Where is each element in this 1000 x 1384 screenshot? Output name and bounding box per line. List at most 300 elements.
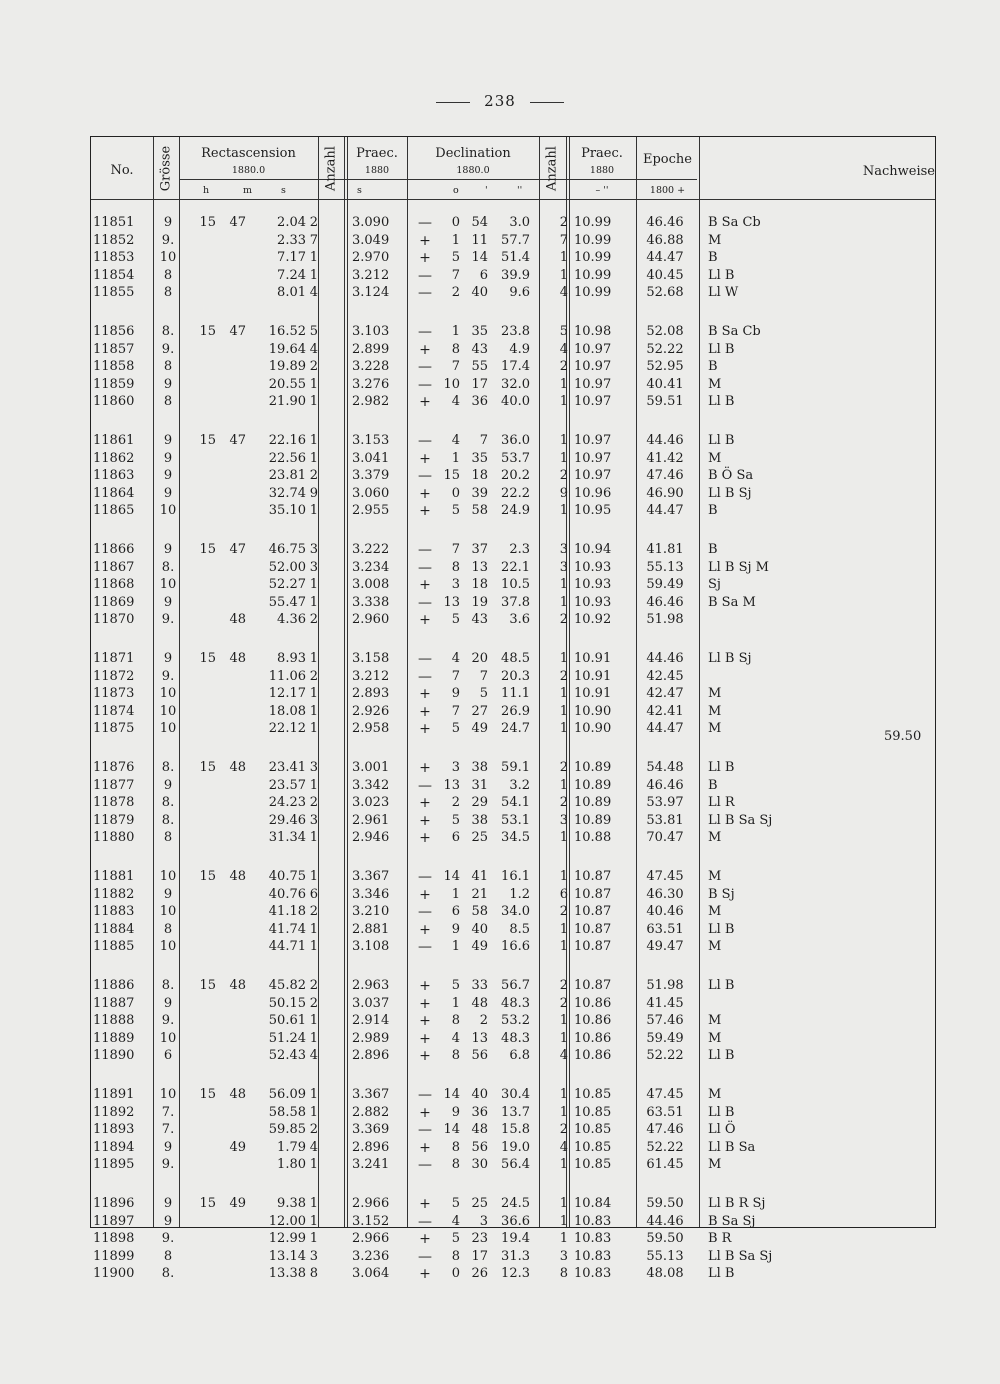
cell-dd: 4	[451, 394, 460, 410]
cell-sign: —	[418, 376, 432, 393]
header-ra-unit-s: s	[281, 185, 286, 196]
cell-sign: +	[419, 1231, 431, 1248]
cell-g: 7.	[161, 1122, 175, 1138]
cell-p1: 3.379	[352, 468, 390, 484]
cell-p1: 2.946	[352, 830, 390, 846]
header-sub-rule	[636, 179, 697, 180]
cell-sign: +	[419, 1266, 431, 1283]
cell-nw: M	[708, 376, 722, 392]
cell-nw: M	[708, 869, 722, 884]
cell-nw: B	[708, 542, 718, 557]
cell-a1: 1	[309, 703, 318, 719]
cell-s: 7.24	[277, 267, 306, 283]
cell-ds: 12.3	[501, 1266, 530, 1282]
cell-g: 9.	[161, 341, 175, 357]
cell-dm: 13	[471, 559, 488, 575]
cell-dm: 25	[471, 830, 488, 846]
cell-g: 9.	[161, 232, 175, 248]
header-decl-unit-deg: o	[453, 185, 459, 196]
cell-dd: 0	[451, 1266, 460, 1282]
cell-a2: 2	[559, 215, 568, 230]
cell-p2: 10.83	[574, 1213, 612, 1229]
cell-ep: 63.51	[646, 921, 684, 937]
cell-dm: 37	[471, 542, 488, 557]
cell-dm: 17	[471, 376, 488, 392]
cell-dd: 1	[451, 995, 460, 1011]
cell-p2: 10.87	[574, 904, 612, 920]
cell-dm: 26	[471, 1266, 488, 1282]
cell-p1: 3.210	[352, 904, 390, 920]
cell-nw: Ll B	[708, 921, 735, 937]
cell-g: 10	[159, 904, 177, 920]
cell-dm: 18	[471, 577, 488, 593]
cell-h: 15	[199, 978, 216, 993]
cell-dm: 36	[471, 1104, 488, 1120]
cell-p2: 10.97	[574, 468, 612, 484]
header-anzahl-2: Anzahl	[544, 146, 560, 191]
cell-no: 11857	[93, 341, 135, 357]
cell-dm: 43	[471, 341, 488, 357]
cell-dd: 5	[451, 612, 460, 628]
cell-ep: 44.46	[646, 433, 684, 448]
cell-h: 15	[199, 1196, 216, 1211]
cell-ds: 11.1	[501, 686, 530, 702]
cell-sign: +	[419, 995, 431, 1012]
cell-no: 11859	[93, 376, 135, 392]
cell-p1: 3.153	[352, 433, 390, 448]
cell-dd: 8	[451, 1248, 460, 1264]
cell-p2: 10.87	[574, 921, 612, 937]
cell-no: 11880	[93, 830, 135, 846]
cell-a2: 3	[559, 812, 568, 828]
cell-no: 11868	[93, 577, 135, 593]
cell-p1: 3.342	[352, 777, 390, 793]
cell-s: 1.79	[277, 1139, 306, 1155]
cell-ds: 10.5	[501, 577, 530, 593]
right-rule	[530, 102, 564, 103]
cell-dm: 55	[471, 359, 488, 375]
cell-ds: 57.7	[501, 232, 530, 248]
cell-a2: 3	[559, 1248, 568, 1264]
cell-p1: 3.049	[352, 232, 390, 248]
cell-ds: 19.0	[501, 1139, 530, 1155]
cell-a2: 2	[559, 359, 568, 375]
cell-p2: 10.91	[574, 686, 612, 702]
cell-m: 48	[229, 1087, 246, 1102]
cell-g: 8	[163, 394, 173, 410]
cell-s: 50.15	[268, 995, 306, 1011]
cell-sign: —	[418, 1087, 432, 1103]
cell-ds: 13.7	[501, 1104, 530, 1120]
cell-dm: 41	[471, 869, 488, 884]
cell-ds: 3.0	[509, 215, 530, 230]
cell-dd: 14	[443, 1122, 460, 1138]
cell-a2: 1	[559, 450, 568, 466]
header-praec-1-unit: s	[357, 185, 362, 196]
cell-ds: 4.9	[509, 341, 530, 357]
cell-sign: +	[419, 1139, 431, 1156]
cell-a2: 4	[559, 285, 568, 301]
cell-a1: 1	[309, 1157, 318, 1173]
cell-ep: 54.48	[646, 760, 684, 775]
cell-ep: 40.46	[646, 904, 684, 920]
cell-p2: 10.92	[574, 612, 612, 628]
cell-dm: 54	[471, 215, 488, 230]
cell-a2: 3	[559, 559, 568, 575]
cell-sign: —	[418, 559, 432, 576]
cell-p1: 3.090	[352, 215, 390, 230]
cell-p1: 2.982	[352, 394, 390, 410]
cell-ep: 40.41	[646, 376, 684, 392]
cell-ep: 49.47	[646, 939, 684, 955]
cell-a1: 1	[309, 830, 318, 846]
header-rule	[91, 199, 935, 200]
cell-dd: 8	[451, 559, 460, 575]
cell-p2: 10.91	[574, 668, 612, 684]
cell-dd: 8	[451, 1139, 460, 1155]
cell-p1: 3.158	[352, 651, 390, 666]
cell-p2: 10.86	[574, 1013, 612, 1029]
cell-dd: 2	[451, 285, 460, 301]
cell-no: 11854	[93, 267, 135, 283]
cell-no: 11878	[93, 795, 135, 811]
cell-p2: 10.90	[574, 703, 612, 719]
cell-g: 10	[159, 577, 177, 593]
cell-p2: 10.85	[574, 1087, 612, 1102]
header-praec-2: Praec.	[581, 146, 623, 161]
cell-dm: 48	[471, 995, 488, 1011]
cell-dm: 43	[471, 612, 488, 628]
cell-no: 11851	[93, 215, 135, 230]
cell-dd: 9	[451, 1104, 460, 1120]
cell-h: 15	[199, 433, 216, 448]
cell-nw: B	[708, 359, 718, 375]
cell-ds: 30.4	[501, 1087, 530, 1102]
header-praec-1-year: 1880	[364, 165, 390, 176]
cell-sign: +	[419, 450, 431, 467]
cell-s: 8.01	[277, 285, 306, 301]
cell-a1: 1	[309, 503, 318, 519]
cell-ds: 26.9	[501, 703, 530, 719]
cell-sign: +	[419, 886, 431, 903]
cell-sign: +	[419, 1013, 431, 1030]
cell-sign: +	[419, 978, 431, 994]
cell-g: 9	[163, 777, 173, 793]
cell-g: 8.	[161, 559, 175, 575]
cell-ds: 48.3	[501, 995, 530, 1011]
cell-ep: 53.97	[646, 795, 684, 811]
cell-nw: M	[708, 686, 722, 702]
cell-ep: 41.45	[646, 995, 684, 1011]
cell-dm: 2	[479, 1013, 488, 1029]
cell-p1: 3.023	[352, 795, 390, 811]
cell-ep: 44.46	[646, 651, 684, 666]
cell-p1: 2.960	[352, 612, 390, 628]
cell-no: 11888	[93, 1013, 135, 1029]
cell-nw: Sj	[708, 577, 721, 593]
cell-sign: +	[419, 394, 431, 411]
cell-p2: 10.85	[574, 1157, 612, 1173]
cell-no: 11887	[93, 995, 135, 1011]
col-rule	[407, 137, 408, 1227]
cell-nw: Ll B	[708, 978, 735, 993]
cell-ds: 36.6	[501, 1213, 530, 1229]
cell-a1: 1	[309, 1213, 318, 1229]
cell-a1: 9	[309, 485, 318, 501]
cell-p1: 2.896	[352, 1139, 390, 1155]
cell-nw: Ll B	[708, 1048, 735, 1064]
cell-dm: 17	[471, 1248, 488, 1264]
col-rule	[539, 137, 540, 1227]
cell-sign: +	[419, 1048, 431, 1065]
cell-p2: 10.93	[574, 577, 612, 593]
cell-dd: 9	[451, 921, 460, 937]
cell-s: 50.61	[268, 1013, 306, 1029]
cell-dd: 0	[451, 485, 460, 501]
header-nachweise: Nachweise	[862, 164, 935, 179]
cell-nw: B Sa Sj	[708, 1213, 756, 1229]
cell-dm: 56	[471, 1048, 488, 1064]
cell-a2: 4	[559, 1139, 568, 1155]
cell-nw: B Sa Cb	[708, 215, 761, 230]
cell-a1: 2	[309, 612, 318, 628]
cell-g: 8	[163, 359, 173, 375]
cell-sign: —	[418, 215, 432, 231]
col-rule	[318, 137, 319, 1227]
cell-dm: 7	[479, 433, 488, 448]
cell-a1: 2	[309, 795, 318, 811]
cell-a2: 1	[559, 869, 568, 884]
cell-ep: 44.46	[646, 1213, 684, 1229]
cell-g: 8	[163, 285, 173, 301]
cell-g: 8	[163, 921, 173, 937]
cell-p2: 10.97	[574, 450, 612, 466]
cell-a2: 2	[559, 668, 568, 684]
cell-s: 55.47	[268, 594, 306, 610]
cell-a1: 1	[309, 869, 318, 884]
cell-no: 11858	[93, 359, 135, 375]
cell-no: 11890	[93, 1048, 135, 1064]
cell-sign: +	[419, 503, 431, 520]
cell-dm: 27	[471, 703, 488, 719]
cell-ep: 47.46	[646, 1122, 684, 1138]
cell-ds: 24.5	[501, 1196, 530, 1211]
cell-no: 11862	[93, 450, 135, 466]
cell-sign: —	[418, 1248, 432, 1265]
cell-g: 10	[159, 686, 177, 702]
cell-no: 11874	[93, 703, 135, 719]
cell-a2: 2	[559, 612, 568, 628]
cell-p2: 10.89	[574, 760, 612, 775]
cell-p2: 10.85	[574, 1139, 612, 1155]
cell-ds: 48.5	[501, 651, 530, 666]
cell-ep: 46.46	[646, 777, 684, 793]
cell-dd: 5	[451, 721, 460, 737]
cell-p2: 10.93	[574, 559, 612, 575]
cell-m: 48	[229, 978, 246, 993]
cell-g: 6	[163, 1048, 173, 1064]
cell-ep: 59.50	[646, 1196, 684, 1211]
cell-dm: 48	[471, 1122, 488, 1138]
cell-sign: +	[419, 721, 431, 738]
cell-a1: 4	[309, 1139, 318, 1155]
cell-sign: —	[418, 904, 432, 921]
cell-a1: 1	[309, 1087, 318, 1102]
cell-ep: 46.46	[646, 594, 684, 610]
header-decl: Declination	[435, 146, 511, 161]
cell-nw: Ll W	[708, 285, 739, 301]
cell-dd: 8	[451, 1048, 460, 1064]
cell-p1: 3.222	[352, 542, 390, 557]
cell-no: 11891	[93, 1087, 135, 1102]
col-rule	[636, 137, 637, 1227]
cell-g: 9.	[161, 668, 175, 684]
cell-h: 15	[199, 542, 216, 557]
cell-g: 9.	[161, 612, 175, 628]
cell-s: 41.74	[268, 921, 306, 937]
cell-a2: 1	[559, 651, 568, 666]
page-number-line	[0, 92, 1000, 110]
cell-p1: 2.958	[352, 721, 390, 737]
header-ra: Rectascension	[201, 146, 296, 161]
cell-sign: —	[418, 651, 432, 667]
cell-p1: 2.989	[352, 1030, 390, 1046]
cell-a1: 1	[309, 577, 318, 593]
cell-nw: B Ö Sa	[708, 468, 754, 484]
cell-ep: 52.22	[646, 1139, 684, 1155]
cell-p1: 2.966	[352, 1231, 390, 1247]
cell-s: 9.38	[277, 1196, 306, 1211]
cell-a1: 1	[309, 594, 318, 610]
cell-p1: 3.367	[352, 869, 390, 884]
cell-nw: B Sj	[708, 886, 735, 902]
cell-a1: 1	[309, 394, 318, 410]
cell-a2: 2	[559, 1122, 568, 1138]
cell-no: 11894	[93, 1139, 135, 1155]
cell-g: 9	[163, 485, 173, 501]
cell-no: 11855	[93, 285, 135, 301]
cell-h: 15	[199, 869, 216, 884]
cell-no: 11885	[93, 939, 135, 955]
cell-p1: 3.338	[352, 594, 390, 610]
cell-sign: —	[418, 433, 432, 449]
header-anzahl-1: Anzahl	[323, 146, 339, 191]
cell-nw: B	[708, 250, 718, 266]
cell-p2: 10.86	[574, 995, 612, 1011]
cell-ep: 40.45	[646, 267, 684, 283]
cell-p2: 10.97	[574, 359, 612, 375]
cell-sign: —	[418, 468, 432, 485]
cell-p2: 10.97	[574, 376, 612, 392]
cell-ds: 20.3	[501, 668, 530, 684]
cell-nw: B Sa M	[708, 594, 756, 610]
cell-p1: 3.369	[352, 1122, 390, 1138]
cell-ep: 59.49	[646, 577, 684, 593]
cell-p2: 10.90	[574, 721, 612, 737]
cell-s: 11.06	[268, 668, 306, 684]
col-rule	[344, 137, 348, 1227]
cell-g: 9	[163, 1139, 173, 1155]
cell-s: 23.41	[268, 760, 306, 775]
cell-s: 52.00	[268, 559, 306, 575]
header-decl-unit-sec: ''	[517, 185, 523, 196]
cell-p1: 2.961	[352, 812, 390, 828]
cell-sign: —	[418, 1122, 432, 1139]
cell-dm: 6	[479, 267, 488, 283]
cell-no: 11869	[93, 594, 135, 610]
cell-sign: +	[419, 341, 431, 358]
cell-nw: M	[708, 232, 722, 248]
cell-a1: 4	[309, 285, 318, 301]
cell-dm: 14	[471, 250, 488, 266]
cell-sign: —	[418, 267, 432, 284]
cell-p2: 10.94	[574, 542, 612, 557]
cell-no: 11864	[93, 485, 135, 501]
cell-g: 10	[159, 703, 177, 719]
cell-p1: 3.008	[352, 577, 390, 593]
cell-p1: 3.346	[352, 886, 390, 902]
cell-a1: 5	[309, 324, 318, 339]
cell-sign: +	[419, 250, 431, 267]
cell-ep: 52.68	[646, 285, 684, 301]
cell-h: 15	[199, 324, 216, 339]
cell-ds: 32.0	[501, 376, 530, 392]
cell-dm: 35	[471, 324, 488, 339]
cell-a1: 1	[309, 1013, 318, 1029]
cell-no: 11892	[93, 1104, 135, 1120]
cell-g: 8	[163, 1248, 173, 1264]
cell-s: 22.16	[268, 433, 306, 448]
cell-a2: 1	[559, 577, 568, 593]
cell-p1: 2.963	[352, 978, 390, 993]
cell-nw: Ll B Sa	[708, 1139, 756, 1155]
cell-dd: 7	[451, 542, 460, 557]
cell-a2: 3	[559, 542, 568, 557]
cell-p2: 10.88	[574, 830, 612, 846]
cell-g: 10	[159, 503, 177, 519]
cell-s: 13.38	[268, 1266, 306, 1282]
cell-dm: 39	[471, 485, 488, 501]
cell-s: 1.80	[277, 1157, 306, 1173]
cell-p1: 3.041	[352, 450, 390, 466]
cell-no: 11852	[93, 232, 135, 248]
cell-p1: 2.896	[352, 1048, 390, 1064]
cell-p1: 2.914	[352, 1013, 390, 1029]
cell-p1: 3.064	[352, 1266, 390, 1282]
cell-no: 11895	[93, 1157, 135, 1173]
cell-dm: 36	[471, 394, 488, 410]
cell-nw: Ll B	[708, 1104, 735, 1120]
cell-p2: 10.87	[574, 869, 612, 884]
cell-m: 49	[229, 1196, 246, 1211]
cell-s: 19.64	[268, 341, 306, 357]
cell-ep: 59.51	[646, 394, 684, 410]
cell-p2: 10.89	[574, 777, 612, 793]
cell-nw: M	[708, 939, 722, 955]
cell-p1: 3.241	[352, 1157, 390, 1173]
cell-dd: 8	[451, 1013, 460, 1029]
cell-dm: 23	[471, 1231, 488, 1247]
cell-ep: 44.47	[646, 503, 684, 519]
cell-s: 12.99	[268, 1231, 306, 1247]
cell-ds: 31.3	[501, 1248, 530, 1264]
cell-ds: 15.8	[501, 1122, 530, 1138]
cell-p2: 10.96	[574, 485, 612, 501]
cell-no: 11896	[93, 1196, 135, 1211]
cell-m: 47	[229, 542, 246, 557]
cell-a1: 2	[309, 215, 318, 230]
cell-a2: 1	[559, 267, 568, 283]
